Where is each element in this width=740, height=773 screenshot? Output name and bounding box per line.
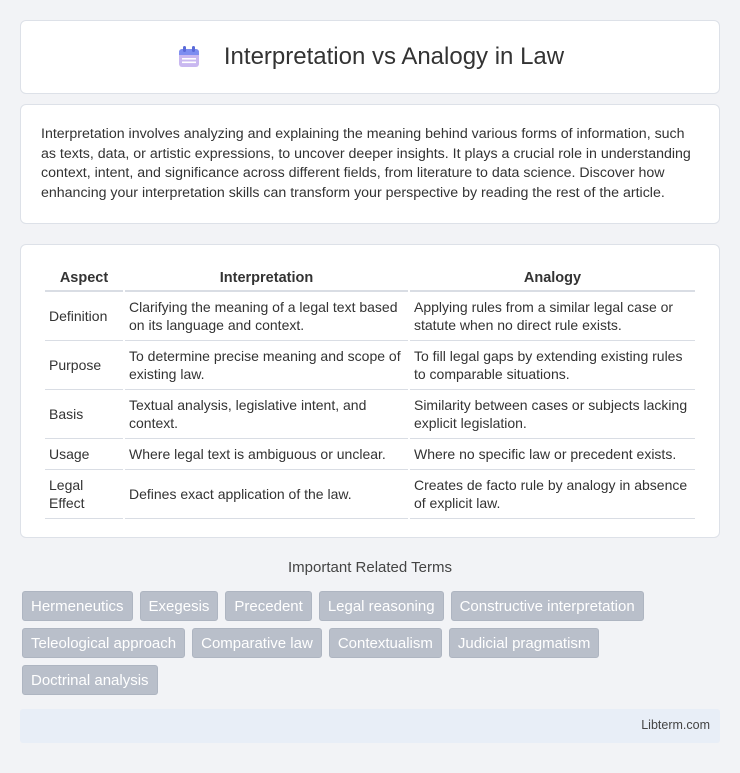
aspect-cell: Basis	[45, 390, 123, 439]
related-term-tag[interactable]: Teleological approach	[22, 628, 185, 658]
table-row	[45, 292, 695, 341]
related-terms-list	[22, 591, 722, 702]
intro-card	[20, 104, 720, 224]
table-row	[45, 390, 695, 439]
comparison-table-card	[20, 244, 720, 538]
related-term-tag[interactable]: Contextualism	[329, 628, 442, 658]
interpretation-cell: To determine precise meaning and scope of existing law.	[125, 341, 408, 390]
interpretation-cell: Where legal text is ambiguous or unclear.	[125, 439, 408, 470]
column-header-interpretation: Interpretation	[125, 263, 408, 292]
related-term-tag[interactable]: Judicial pragmatism	[449, 628, 600, 658]
aspect-cell: Definition	[45, 292, 123, 341]
analogy-cell: Applying rules from a similar legal case or statute when no direct rule exists.	[410, 292, 695, 341]
related-term-tag[interactable]: Comparative law	[192, 628, 322, 658]
header-card	[20, 20, 720, 94]
related-term-tag[interactable]: Hermeneutics	[22, 591, 133, 621]
aspect-cell: Purpose	[45, 341, 123, 390]
table-row	[45, 439, 695, 470]
footer	[20, 709, 720, 743]
related-term-tag[interactable]: Constructive interpretation	[451, 591, 644, 621]
table-header-row	[45, 263, 695, 292]
interpretation-cell: Textual analysis, legislative intent, and context.	[125, 390, 408, 439]
aspect-cell: Usage	[45, 439, 123, 470]
column-header-aspect: Aspect	[45, 263, 123, 292]
calendar-icon	[176, 44, 202, 70]
related-term-tag[interactable]: Legal reasoning	[319, 591, 444, 621]
analogy-cell: To fill legal gaps by extending existing rules to comparable situations.	[410, 341, 695, 390]
interpretation-cell: Clarifying the meaning of a legal text based on its language and context.	[125, 292, 408, 341]
footer-site-link[interactable]: Libterm.com	[641, 718, 710, 732]
column-header-analogy: Analogy	[410, 263, 695, 292]
intro-paragraph: Interpretation involves analyzing and explaining the meaning behind various forms of information, such as texts, data, or artistic expressions, to uncover deeper insights. It plays a crucial role in understanding context, intent, and significance across different fields, from literature to data science. Discover how enhancing your interpretation skills can transform your perspective by reading the rest of the article.	[41, 126, 691, 201]
interpretation-cell: Defines exact application of the law.	[125, 470, 408, 519]
related-term-tag[interactable]: Exegesis	[140, 591, 219, 621]
related-terms-heading: Important Related Terms	[288, 559, 452, 576]
comparison-table	[43, 263, 697, 519]
related-term-tag[interactable]: Precedent	[225, 591, 311, 621]
analogy-cell: Where no specific law or precedent exists.	[410, 439, 695, 470]
page-title: Interpretation vs Analogy in Law	[223, 43, 565, 70]
table-row	[45, 341, 695, 390]
related-term-tag[interactable]: Doctrinal analysis	[22, 665, 158, 695]
analogy-cell: Similarity between cases or subjects lacking explicit legislation.	[410, 390, 695, 439]
analogy-cell: Creates de facto rule by analogy in absence of explicit law.	[410, 470, 695, 519]
aspect-cell: Legal Effect	[45, 470, 123, 519]
table-row	[45, 470, 695, 519]
